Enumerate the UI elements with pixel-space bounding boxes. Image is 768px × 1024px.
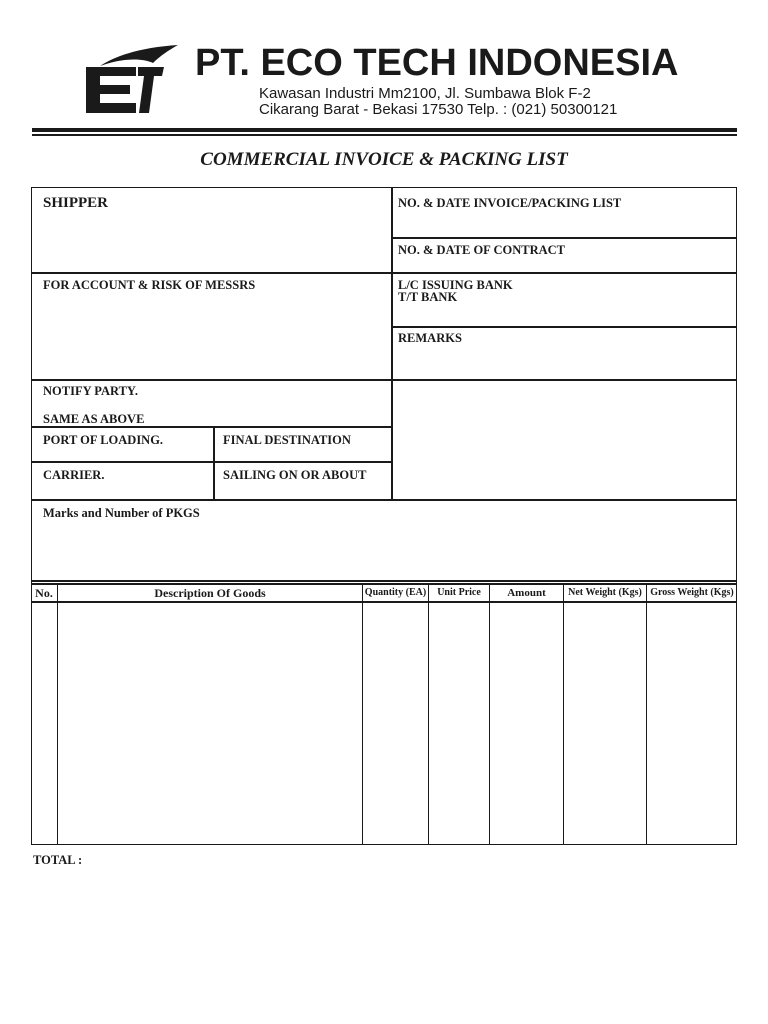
final-destination-label: FINAL DESTINATION: [223, 433, 351, 447]
column-header-no: No.: [35, 585, 53, 600]
port-of-loading-cell: [31, 427, 214, 462]
company-address-line-1: Kawasan Industri Mm2100, Jl. Sumbawa Blok F-2: [259, 85, 591, 102]
column-header-description: Description Of Goods: [154, 585, 266, 600]
notify-party-label: NOTIFY PARTY.: [43, 384, 138, 398]
column-header-unit-price: Unit Price: [437, 586, 481, 598]
tt-bank-label: T/T BANK: [398, 290, 458, 304]
port-of-loading-label: PORT OF LOADING.: [43, 433, 164, 447]
goods-column-net-weight: [563, 584, 646, 845]
notify-party-value: SAME AS ABOVE: [43, 412, 145, 426]
invoice-number-date-cell: [392, 187, 737, 238]
shipper-cell: [31, 187, 392, 273]
marks-and-packages-cell: [31, 500, 737, 581]
contract-number-date-cell: [392, 238, 737, 273]
notify-party-cell: [31, 380, 392, 427]
goods-column-no: [31, 584, 57, 845]
bank-cell: [392, 273, 737, 327]
logo-wing-shape: [100, 45, 178, 66]
goods-column-description: [57, 584, 362, 845]
goods-column-amount: [489, 584, 563, 845]
final-destination-cell: [214, 427, 392, 462]
column-header-gross-weight: Gross Weight (Kgs): [650, 586, 734, 598]
remarks-label: REMARKS: [398, 331, 462, 345]
blank-right-cell: [392, 380, 737, 500]
goods-column-unit-price: [428, 584, 489, 845]
sailing-date-cell: [214, 462, 392, 500]
letterhead-rule-thin: [32, 134, 737, 136]
company-logo: [86, 45, 178, 113]
carrier-cell: [31, 462, 214, 500]
goods-table: [31, 584, 737, 845]
goods-column-gross-weight: [646, 584, 737, 845]
document-title: COMMERCIAL INVOICE & PACKING LIST: [200, 149, 568, 170]
company-name: PT. ECO TECH INDONESIA: [195, 42, 679, 84]
logo-letter-t: [138, 67, 164, 113]
shipper-label: SHIPPER: [43, 195, 109, 211]
carrier-label: CARRIER.: [43, 468, 105, 482]
logo-letter-e: [86, 67, 136, 113]
column-header-amount: Amount: [507, 586, 546, 599]
remarks-cell: [392, 327, 737, 380]
total-label: TOTAL :: [33, 853, 83, 867]
column-header-quantity: Quantity (EA): [364, 586, 427, 598]
goods-column-quantity: [362, 584, 428, 845]
sailing-on-or-about-label: SAILING ON OR ABOUT: [223, 468, 367, 482]
column-header-net-weight: Net Weight (Kgs): [568, 586, 642, 598]
account-risk-messrs-cell: [31, 273, 392, 380]
company-address-line-2: Cikarang Barat - Bekasi 17530 Telp. : (021) 50300121: [259, 101, 618, 118]
contract-number-date-label: NO. & DATE OF CONTRACT: [398, 243, 566, 257]
lc-issuing-bank-label: L/C ISSUING BANK: [398, 278, 513, 292]
invoice-number-date-label: NO. & DATE INVOICE/PACKING LIST: [398, 196, 622, 210]
table-header-rule: [31, 601, 737, 603]
letterhead-rule-thick: [32, 128, 737, 132]
account-risk-messrs-label: FOR ACCOUNT & RISK OF MESSRS: [43, 278, 256, 292]
marks-and-packages-label: Marks and Number of PKGS: [43, 506, 200, 520]
